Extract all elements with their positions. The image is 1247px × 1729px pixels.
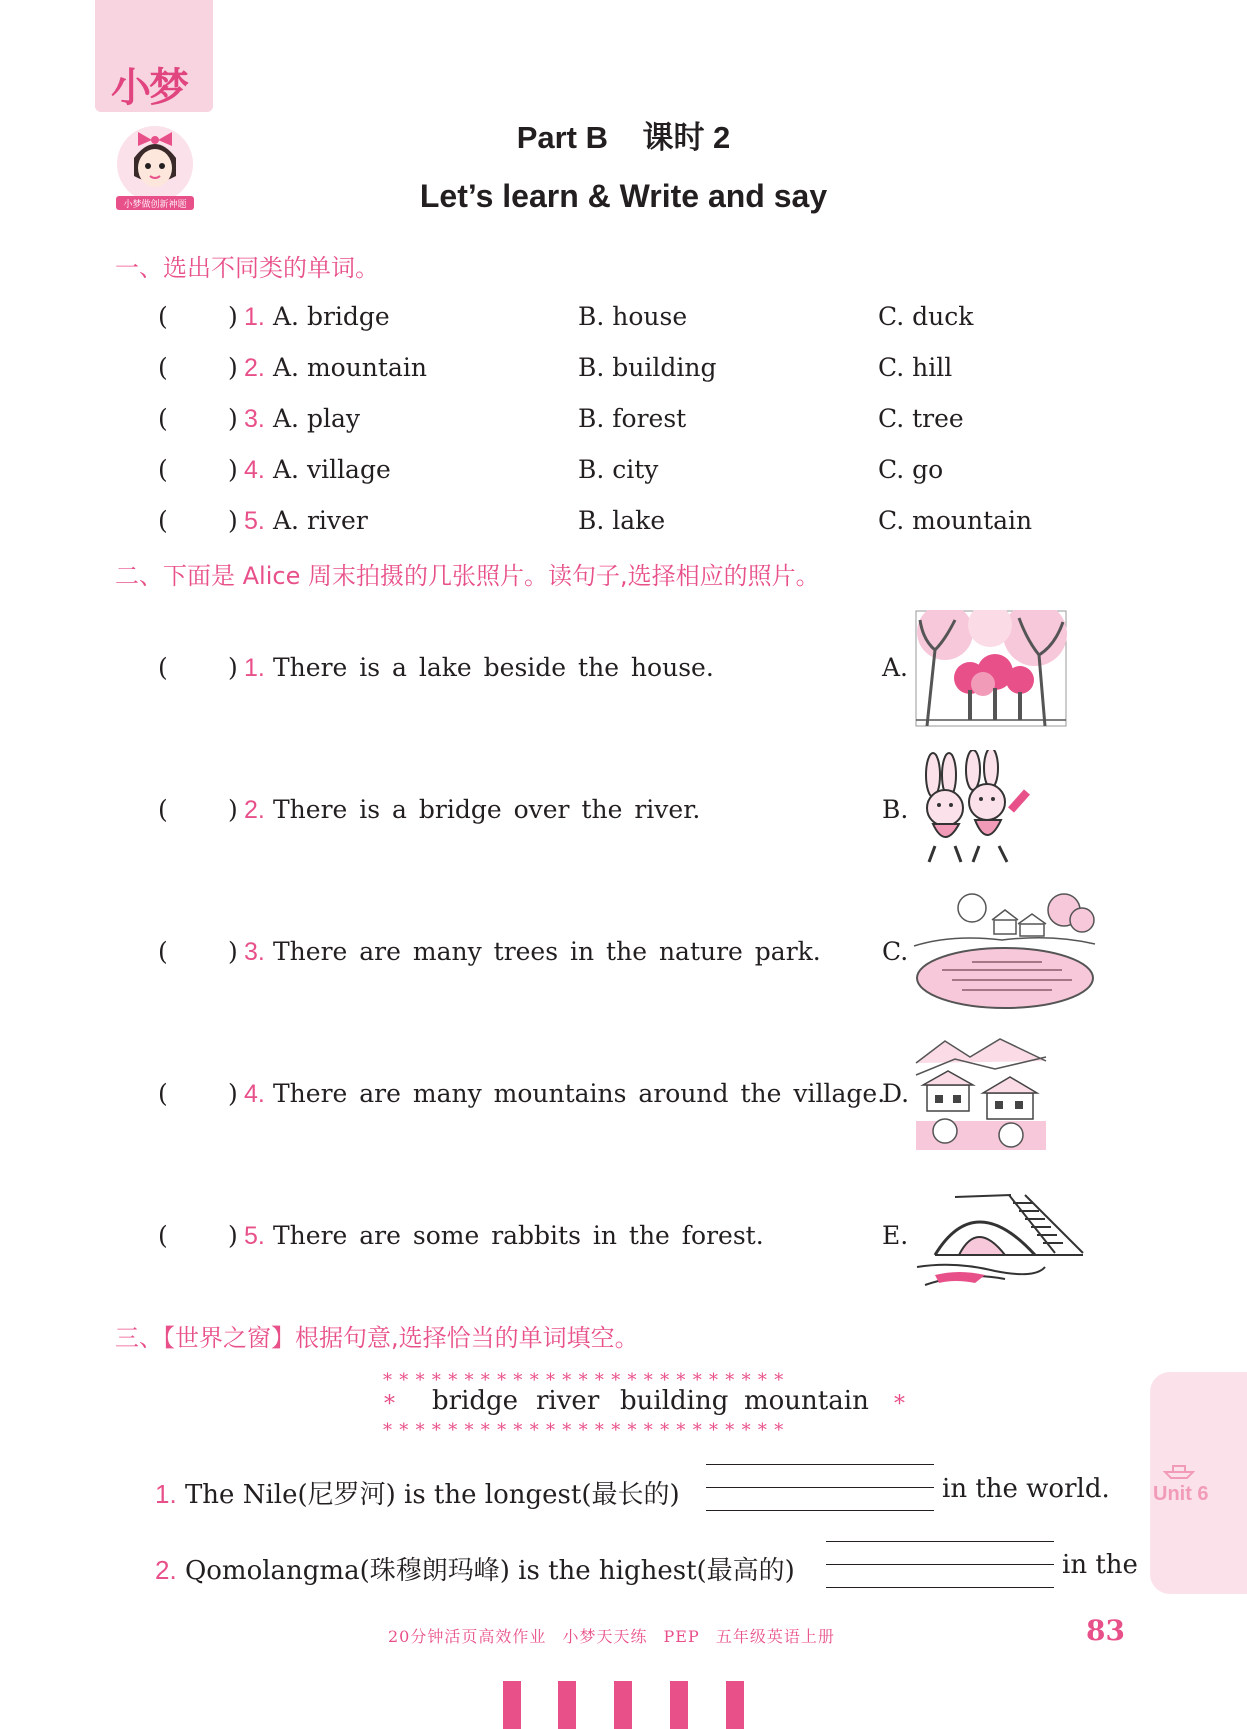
list-item: ( ) 3. There are many trees in the nature park. C. — [0, 935, 1247, 969]
list-item: ( ) 1. There is a lake beside the house. A. — [0, 651, 1247, 685]
option-c: C. tree — [878, 404, 964, 433]
sentence: There are some rabbits in the forest. — [273, 1221, 764, 1250]
option-b: B. building — [578, 353, 717, 382]
question-text: Qomolangma(珠穆朗玛峰) is the highest(最高的) — [184, 1556, 795, 1586]
brand-logo: 小梦 — [111, 65, 187, 111]
option-c: C. go — [878, 455, 944, 484]
item-number: 4. — [244, 456, 265, 484]
footer-text: 20分钟活页高效作业 小梦天天练 PEP 五年级英语上册 — [388, 1627, 835, 1646]
picture-letter: C. — [882, 937, 909, 966]
item-number: 1. — [155, 1479, 177, 1509]
picture-letter: A. — [882, 653, 909, 682]
page-title: Part B 课时 2 — [516, 120, 731, 155]
brand-tab — [95, 0, 213, 112]
option-c: C. mountain — [878, 506, 1033, 535]
bridge-river-image — [915, 1175, 1085, 1295]
word-bank-item: river — [536, 1386, 600, 1416]
option-b: B. lake — [578, 506, 666, 535]
sentence: There is a lake beside the house. — [273, 653, 714, 682]
option-b: B. city — [578, 455, 659, 484]
item-number: 1. — [244, 303, 265, 331]
list-item: ( ) 2. There is a bridge over the river. B. — [0, 793, 1247, 827]
boat-icon — [1163, 1462, 1195, 1480]
option-a: A. bridge — [273, 302, 390, 331]
decorative-bar — [614, 1681, 632, 1729]
item-number: 3. — [244, 405, 265, 433]
option-a: A. village — [273, 455, 391, 484]
mascot-badge-text: 小梦做创新神题 — [123, 200, 187, 210]
list-item: ( ) 5. A. river B. lake C. mountain — [0, 504, 1247, 538]
question-text-after: in the — [1062, 1550, 1138, 1580]
sentence: There are many mountains around the village. — [273, 1079, 886, 1108]
decorative-bar — [726, 1681, 744, 1729]
lake-with-houses-image — [912, 890, 1097, 1012]
page-number: 83 — [1086, 1614, 1125, 1647]
list-item: ( ) 4. A. village B. city C. go — [0, 453, 1247, 487]
list-item: ( ) 5. There are some rabbits in the forest. E. — [0, 1219, 1247, 1253]
question-text: The Nile(尼罗河) is the longest(最长的) — [184, 1480, 680, 1510]
decorative-bar — [558, 1681, 576, 1729]
option-c: C. duck — [878, 302, 974, 331]
fill-question-1 — [155, 1474, 680, 1511]
fill-question-2 — [155, 1550, 795, 1587]
word-box-right-border: * — [894, 1392, 905, 1417]
word-bank-item: mountain — [744, 1386, 869, 1416]
word-bank-item: building — [620, 1386, 729, 1416]
decorative-bar — [670, 1681, 688, 1729]
word-box-left-border: * — [384, 1392, 395, 1417]
item-number: 4. — [244, 1080, 265, 1108]
item-number: 3. — [244, 938, 265, 966]
option-c: C. hill — [878, 353, 953, 382]
option-a: A. play — [273, 404, 360, 433]
item-number: 2. — [244, 354, 265, 382]
list-item: ( ) 4. There are many mountains around the village. D. — [0, 1077, 1247, 1111]
list-item: ( ) 3. A. play B. forest C. tree — [0, 402, 1247, 436]
option-b: B. house — [578, 302, 688, 331]
sentence: There are many trees in the nature park. — [273, 937, 821, 966]
word-box-top-border: ************************* — [383, 1370, 791, 1391]
list-item: ( ) 2. A. mountain B. building C. hill — [0, 351, 1247, 385]
section2-heading: 二、下面是 Alice 周末拍摄的几张照片。读句子,选择相应的照片。 — [115, 562, 820, 590]
page-subtitle: Let’s learn & Write and say — [419, 178, 828, 214]
picture-letter: E. — [882, 1221, 909, 1250]
answer-lines[interactable] — [826, 1541, 1054, 1610]
village-mountains-image — [915, 1035, 1047, 1151]
answer-lines[interactable] — [706, 1464, 934, 1533]
item-number: 2. — [244, 796, 265, 824]
list-item: ( ) 1. A. bridge B. house C. duck — [0, 300, 1247, 334]
option-b: B. forest — [578, 404, 687, 433]
item-number: 5. — [244, 507, 265, 535]
picture-letter: D. — [882, 1079, 910, 1108]
rabbits-image — [915, 750, 1041, 868]
question-text-after: in the world. — [942, 1474, 1110, 1504]
word-bank-item: bridge — [432, 1386, 519, 1416]
option-a: A. mountain — [273, 353, 427, 382]
word-box-bottom-border: ************************* — [383, 1420, 791, 1441]
item-number: 1. — [244, 654, 265, 682]
item-number: 5. — [244, 1222, 265, 1250]
sentence: There is a bridge over the river. — [273, 795, 701, 824]
forest-trees-image — [915, 610, 1067, 727]
decorative-bar — [503, 1681, 521, 1729]
section1-heading: 一、选出不同类的单词。 — [115, 254, 379, 282]
unit-label: Unit 6 — [1153, 1483, 1209, 1505]
picture-letter: B. — [882, 795, 909, 824]
item-number: 2. — [155, 1555, 177, 1585]
section3-heading: 三、【世界之窗】根据句意,选择恰当的单词填空。 — [115, 1324, 639, 1352]
option-a: A. river — [273, 506, 368, 535]
